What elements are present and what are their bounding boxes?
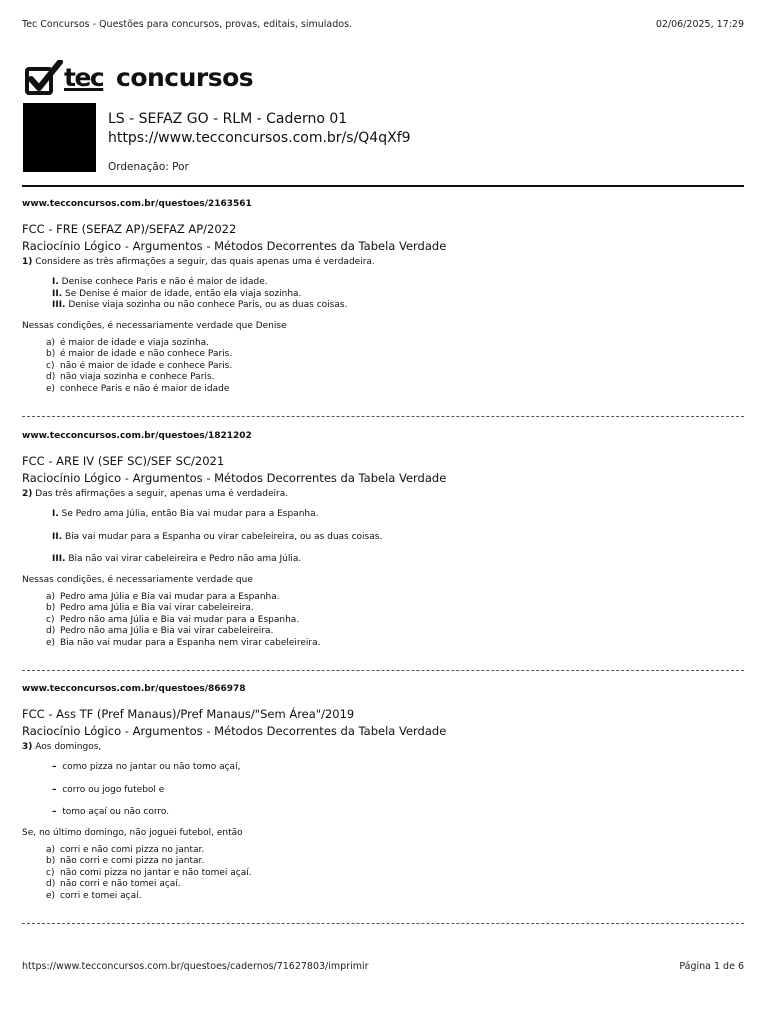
question-url[interactable]: www.tecconcursos.com.br/questoes/866978	[22, 684, 246, 694]
question-origin: FCC - Ass TF (Pref Manaus)/Pref Manaus/"Sem Área"/2019	[22, 707, 355, 721]
option-a[interactable]: a) corri e não comi pizza no jantar.	[46, 844, 205, 855]
question-stem	[22, 742, 744, 752]
statement-item: – como pizza no jantar ou não tomo açaí,	[52, 762, 241, 772]
statement-list	[52, 509, 744, 577]
option-c[interactable]: c) não comi pizza no jantar e não tomei açaí.	[46, 867, 252, 878]
option-c[interactable]: c) Pedro não ama Júlia e Bia vai mudar para a Espanha.	[46, 614, 300, 625]
option-a[interactable]: a) Pedro ama Júlia e Bia vai mudar para a Espanha.	[46, 591, 280, 602]
question-number: 1)	[22, 257, 33, 267]
checkmark-logo-icon	[24, 60, 64, 96]
statement-list	[52, 762, 744, 830]
statement-item: II. Se Denise é maior de idade, então ela viaja sozinha.	[52, 288, 302, 299]
option-e[interactable]: e) conhece Paris e não é maior de idade	[46, 383, 230, 394]
question-separator	[22, 416, 744, 417]
statement-item: III. Denise viaja sozinha ou não conhece Paris, ou as duas coisas.	[52, 300, 348, 310]
question-origin: FCC - ARE IV (SEF SC)/SEF SC/2021	[22, 454, 225, 468]
option-e[interactable]: e) corri e tomei açaí.	[46, 890, 142, 901]
logo-concursos-text: concursos	[116, 63, 254, 92]
question-condition: Nessas condições, é necessariamente verdade que Denise	[22, 320, 287, 331]
option-list	[46, 845, 744, 903]
statement-item: I. Denise conhece Paris e não é maior de idade.	[52, 277, 268, 287]
header-divider	[22, 185, 744, 187]
option-d[interactable]: d) não corri e não tomei açaí.	[46, 879, 181, 889]
option-c[interactable]: c) não é maior de idade e conhece Paris.	[46, 360, 233, 371]
statement-item: II. Bia vai mudar para a Espanha ou virar cabeleireira, ou as duas coisas.	[52, 531, 383, 542]
question-number: 2)	[22, 489, 33, 499]
question-stem-text: Considere as três afirmações a seguir, das quais apenas uma é verdadeira.	[35, 257, 375, 267]
question-subject: Raciocínio Lógico - Argumentos - Métodos Decorrentes da Tabela Verdade	[22, 239, 447, 253]
print-datetime: 02/06/2025, 17:29	[655, 19, 744, 30]
option-list	[46, 338, 744, 396]
question-number: 3)	[22, 742, 33, 752]
question-block	[22, 684, 744, 902]
question-condition: Se, no último domingo, não joguei futebol, então	[22, 827, 243, 838]
question-stem	[22, 257, 744, 267]
statement-list	[52, 277, 744, 312]
statement-item: III. Bia não vai virar cabeleireira e Pedro não ama Júlia.	[52, 554, 302, 564]
option-d[interactable]: d) Pedro não ama Júlia e Bia vai virar cabeleireira.	[46, 626, 274, 636]
caderno-short-link[interactable]: https://www.tecconcursos.com.br/s/Q4qXf9	[108, 130, 411, 146]
print-footer	[22, 961, 744, 975]
option-b[interactable]: b) é maior de idade e não conhece Paris.	[46, 349, 233, 359]
logo-tec-text: tec	[64, 63, 104, 92]
statement-item: I. Se Pedro ama Júlia, então Bia vai mudar para a Espanha.	[52, 509, 319, 519]
question-subject: Raciocínio Lógico - Argumentos - Métodos Decorrentes da Tabela Verdade	[22, 724, 447, 738]
question-stem-text: Das três afirmações a seguir, apenas uma é verdadeira.	[35, 489, 289, 499]
question-subject: Raciocínio Lógico - Argumentos - Métodos Decorrentes da Tabela Verdade	[22, 471, 447, 485]
option-b[interactable]: b) Pedro ama Júlia e Bia vai virar cabeleireira.	[46, 603, 254, 613]
question-separator	[22, 923, 744, 924]
option-b[interactable]: b) não corri e comi pizza no jantar.	[46, 856, 205, 866]
question-condition: Nessas condições, é necessariamente verdade que	[22, 574, 253, 585]
question-url[interactable]: www.tecconcursos.com.br/questoes/1821202	[22, 431, 252, 441]
print-page-title: Tec Concursos - Questões para concursos, provas, editais, simulados.	[22, 19, 353, 30]
option-a[interactable]: a) é maior de idade e viaja sozinha.	[46, 337, 210, 348]
question-block	[22, 199, 744, 395]
ordenacao-label: Ordenação: Por	[108, 161, 189, 173]
question-origin: FCC - FRE (SEFAZ AP)/SEFAZ AP/2022	[22, 222, 237, 236]
statement-item: – tomo açaí ou não corro.	[52, 807, 170, 817]
statement-item: – corro ou jogo futebol e	[52, 784, 165, 795]
option-list	[46, 592, 744, 650]
option-d[interactable]: d) não viaja sozinha e conhece Paris.	[46, 372, 215, 382]
caderno-title: LS - SEFAZ GO - RLM - Caderno 01	[108, 111, 348, 127]
print-footer-url: https://www.tecconcursos.com.br/questoes/cadernos/71627803/imprimir	[22, 961, 369, 972]
print-header	[22, 19, 744, 33]
question-block	[22, 431, 744, 649]
question-url[interactable]: www.tecconcursos.com.br/questoes/2163561	[22, 199, 252, 209]
question-stem	[22, 489, 744, 499]
option-e[interactable]: e) Bia não vai mudar para a Espanha nem virar cabeleireira.	[46, 637, 321, 648]
caderno-cover-image	[23, 103, 96, 172]
question-stem-text: Aos domingos,	[35, 742, 102, 752]
question-separator	[22, 670, 744, 671]
page-indicator: Página 1 de 6	[679, 961, 744, 972]
